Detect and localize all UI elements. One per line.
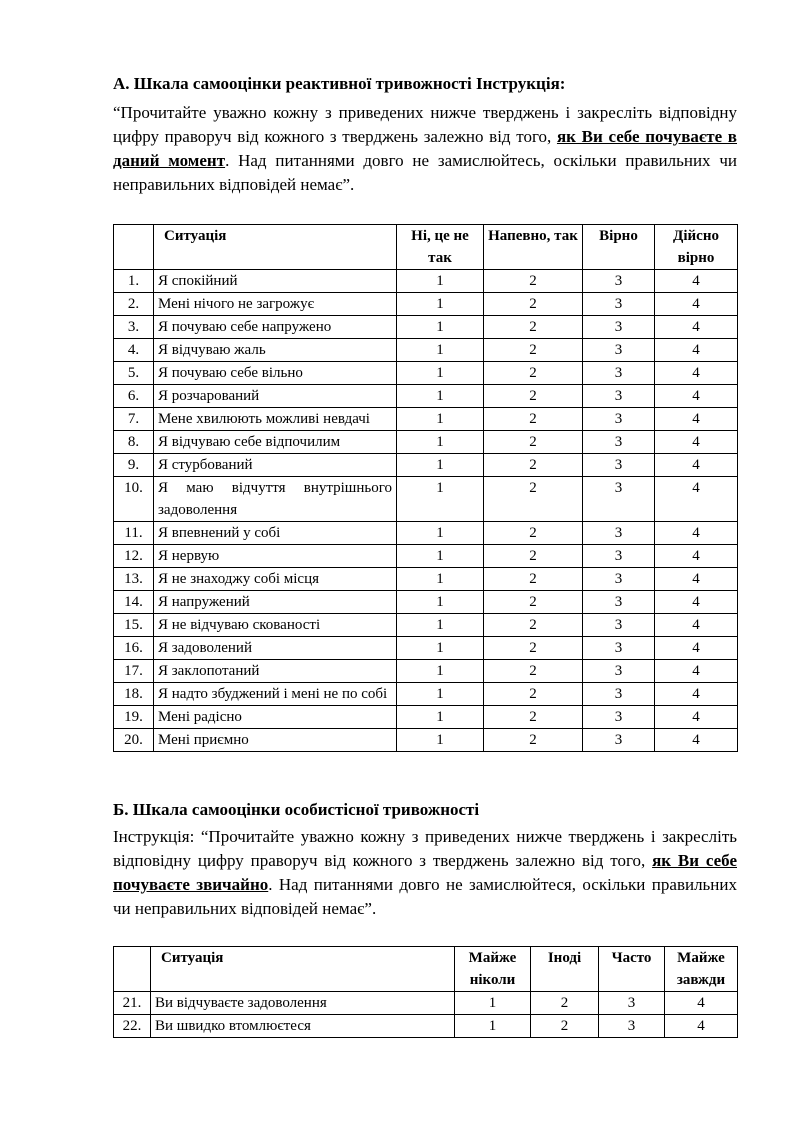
- section-a-instruction: [113, 101, 737, 197]
- table-row: [114, 591, 738, 614]
- row-number: 19.: [114, 706, 154, 729]
- table-row: [114, 637, 738, 660]
- section-b-heading: Б. Шкала самооцінки особистісної тривожності: [113, 800, 480, 819]
- row-number: 21.: [114, 992, 151, 1015]
- situation-text: Я спокійний: [154, 270, 397, 293]
- answer-value-2[interactable]: 2: [484, 683, 583, 706]
- answer-value-1[interactable]: 1: [397, 545, 484, 568]
- answer-value-1[interactable]: 1: [397, 683, 484, 706]
- section-a-heading: А. Шкала самооцінки реактивної тривожності Інструкція:: [113, 74, 566, 93]
- answer-value-2[interactable]: 2: [484, 385, 583, 408]
- row-number: 2.: [114, 293, 154, 316]
- row-number: 9.: [114, 454, 154, 477]
- answer-value-3[interactable]: 3: [583, 316, 655, 339]
- header-option-3: Часто: [599, 947, 665, 992]
- answer-value-1[interactable]: 1: [455, 1015, 531, 1038]
- answer-value-1[interactable]: 1: [397, 270, 484, 293]
- answer-value-2[interactable]: 2: [484, 706, 583, 729]
- answer-value-1[interactable]: 1: [397, 385, 484, 408]
- answer-value-1[interactable]: 1: [397, 522, 484, 545]
- answer-value-4[interactable]: 4: [655, 454, 738, 477]
- answer-value-2[interactable]: 2: [484, 614, 583, 637]
- situation-text: Я не знаходжу собі місця: [154, 568, 397, 591]
- row-number: 17.: [114, 660, 154, 683]
- answer-value-3[interactable]: 3: [599, 992, 665, 1015]
- row-number: 20.: [114, 729, 154, 752]
- table-row: [114, 293, 738, 316]
- answer-value-3[interactable]: 3: [583, 362, 655, 385]
- answer-value-4[interactable]: 4: [655, 545, 738, 568]
- answer-value-4[interactable]: 4: [655, 316, 738, 339]
- answer-value-3[interactable]: 3: [583, 522, 655, 545]
- instruction-text: . Над питаннями довго не замислюйтесь, оскільки правильних чи неправильних відповідей немає”.: [113, 151, 737, 194]
- table-row: [114, 316, 738, 339]
- situation-text: Я задоволений: [154, 637, 397, 660]
- answer-value-1[interactable]: 1: [397, 293, 484, 316]
- header-situation: Ситуація: [151, 947, 455, 992]
- answer-value-3[interactable]: 3: [583, 683, 655, 706]
- header-option-4: Майже завжди: [665, 947, 738, 992]
- header-number: [114, 947, 151, 992]
- answer-value-3[interactable]: 3: [583, 454, 655, 477]
- answer-value-1[interactable]: 1: [397, 477, 484, 522]
- answer-value-2[interactable]: 2: [484, 660, 583, 683]
- answer-value-4[interactable]: 4: [655, 729, 738, 752]
- table-header-row: [114, 947, 738, 992]
- answer-value-1[interactable]: 1: [397, 454, 484, 477]
- table-row: [114, 660, 738, 683]
- answer-value-4[interactable]: 4: [665, 992, 738, 1015]
- row-number: 6.: [114, 385, 154, 408]
- answer-value-4[interactable]: 4: [655, 614, 738, 637]
- answer-value-3[interactable]: 3: [583, 568, 655, 591]
- answer-value-3[interactable]: 3: [583, 385, 655, 408]
- situation-text: Мені радісно: [154, 706, 397, 729]
- table-row: [114, 729, 738, 752]
- answer-value-3[interactable]: 3: [583, 293, 655, 316]
- answer-value-2[interactable]: 2: [484, 270, 583, 293]
- answer-value-4[interactable]: 4: [655, 660, 738, 683]
- answer-value-4[interactable]: 4: [655, 385, 738, 408]
- answer-value-3[interactable]: 3: [583, 660, 655, 683]
- answer-value-4[interactable]: 4: [655, 431, 738, 454]
- answer-value-4[interactable]: 4: [655, 408, 738, 431]
- answer-value-2[interactable]: 2: [484, 477, 583, 522]
- answer-value-3[interactable]: 3: [599, 1015, 665, 1038]
- situation-text: Я розчарований: [154, 385, 397, 408]
- situation-text: Я почуваю себе вільно: [154, 362, 397, 385]
- answer-value-4[interactable]: 4: [655, 270, 738, 293]
- answer-value-4[interactable]: 4: [655, 362, 738, 385]
- answer-value-2[interactable]: 2: [484, 568, 583, 591]
- situation-text: Ви швидко втомлюєтеся: [151, 1015, 455, 1038]
- answer-value-1[interactable]: 1: [397, 614, 484, 637]
- answer-value-3[interactable]: 3: [583, 431, 655, 454]
- situation-text: Я надто збуджений і мені не по собі: [154, 683, 397, 706]
- answer-value-2[interactable]: 2: [484, 545, 583, 568]
- answer-value-2[interactable]: 2: [531, 1015, 599, 1038]
- answer-value-2[interactable]: 2: [484, 431, 583, 454]
- answer-value-4[interactable]: 4: [665, 1015, 738, 1038]
- answer-value-2[interactable]: 2: [531, 992, 599, 1015]
- answer-value-3[interactable]: 3: [583, 339, 655, 362]
- row-number: 4.: [114, 339, 154, 362]
- answer-value-2[interactable]: 2: [484, 591, 583, 614]
- row-number: 14.: [114, 591, 154, 614]
- table-row: [114, 477, 738, 522]
- answer-value-3[interactable]: 3: [583, 591, 655, 614]
- answer-value-1[interactable]: 1: [397, 408, 484, 431]
- header-option-3: Вірно: [583, 225, 655, 270]
- row-number: 15.: [114, 614, 154, 637]
- table-row: [114, 992, 738, 1015]
- header-option-4: Дійсно вірно: [655, 225, 738, 270]
- answer-value-2[interactable]: 2: [484, 637, 583, 660]
- header-number: [114, 225, 154, 270]
- answer-value-2[interactable]: 2: [484, 408, 583, 431]
- answer-value-4[interactable]: 4: [655, 477, 738, 522]
- row-number: 1.: [114, 270, 154, 293]
- row-number: 7.: [114, 408, 154, 431]
- table-row: [114, 1015, 738, 1038]
- answer-value-2[interactable]: 2: [484, 293, 583, 316]
- situation-text: Я стурбований: [154, 454, 397, 477]
- answer-value-2[interactable]: 2: [484, 316, 583, 339]
- table-row: [114, 454, 738, 477]
- row-number: 22.: [114, 1015, 151, 1038]
- table-row: [114, 522, 738, 545]
- instruction-text: Інструкція: “Прочитайте уважно кожну з приведених нижче тверджень і закресліть відповідну цифру праворуч від кожного з тверджень залежно від того,: [113, 827, 737, 870]
- header-option-2: Іноді: [531, 947, 599, 992]
- answer-value-1[interactable]: 1: [397, 568, 484, 591]
- table-row: [114, 270, 738, 293]
- row-number: 12.: [114, 545, 154, 568]
- table-row: [114, 362, 738, 385]
- header-situation: Ситуація: [154, 225, 397, 270]
- row-number: 18.: [114, 683, 154, 706]
- answer-value-1[interactable]: 1: [397, 431, 484, 454]
- answer-value-4[interactable]: 4: [655, 591, 738, 614]
- situation-text: Ви відчуваєте задоволення: [151, 992, 455, 1015]
- answer-value-2[interactable]: 2: [484, 729, 583, 752]
- situation-text: Мені нічого не загрожує: [154, 293, 397, 316]
- answer-value-3[interactable]: 3: [583, 637, 655, 660]
- answer-value-3[interactable]: 3: [583, 729, 655, 752]
- answer-value-4[interactable]: 4: [655, 683, 738, 706]
- row-number: 8.: [114, 431, 154, 454]
- section-a-table: [113, 224, 738, 752]
- table-row: [114, 431, 738, 454]
- table-header-row: [114, 225, 738, 270]
- situation-text: Мені приємно: [154, 729, 397, 752]
- table-row: [114, 545, 738, 568]
- situation-text: Я заклопотаний: [154, 660, 397, 683]
- table-row: [114, 706, 738, 729]
- row-number: 10.: [114, 477, 154, 522]
- situation-text: Я відчуваю жаль: [154, 339, 397, 362]
- answer-value-1[interactable]: 1: [397, 339, 484, 362]
- instruction-emphasis: як Ви себе почуваєте звичайно: [113, 851, 737, 894]
- row-number: 11.: [114, 522, 154, 545]
- table-row: [114, 385, 738, 408]
- answer-value-4[interactable]: 4: [655, 706, 738, 729]
- table-row: [114, 339, 738, 362]
- situation-text: Я не відчуваю скованості: [154, 614, 397, 637]
- section-b-instruction: [113, 825, 737, 921]
- row-number: 5.: [114, 362, 154, 385]
- situation-text: Я почуваю себе напружено: [154, 316, 397, 339]
- answer-value-2[interactable]: 2: [484, 339, 583, 362]
- answer-value-4[interactable]: 4: [655, 293, 738, 316]
- answer-value-2[interactable]: 2: [484, 454, 583, 477]
- answer-value-4[interactable]: 4: [655, 637, 738, 660]
- answer-value-2[interactable]: 2: [484, 522, 583, 545]
- answer-value-1[interactable]: 1: [397, 591, 484, 614]
- table-row: [114, 614, 738, 637]
- answer-value-2[interactable]: 2: [484, 362, 583, 385]
- situation-text: Я нервую: [154, 545, 397, 568]
- answer-value-1[interactable]: 1: [397, 362, 484, 385]
- situation-text: Я маю відчуття внутрішнього задоволення: [154, 477, 397, 522]
- answer-value-1[interactable]: 1: [397, 660, 484, 683]
- instruction-text: . Над питаннями довго не замислюйтеся, оскільки правильних чи неправильних відповідей немає”.: [113, 875, 737, 918]
- section-b-table: [113, 946, 738, 1038]
- header-option-1: Ні, це не так: [397, 225, 484, 270]
- answer-value-1[interactable]: 1: [455, 992, 531, 1015]
- answer-value-3[interactable]: 3: [583, 270, 655, 293]
- answer-value-1[interactable]: 1: [397, 316, 484, 339]
- answer-value-1[interactable]: 1: [397, 706, 484, 729]
- table-row: [114, 568, 738, 591]
- table-row: [114, 408, 738, 431]
- situation-text: Я впевнений у собі: [154, 522, 397, 545]
- row-number: 16.: [114, 637, 154, 660]
- situation-text: Я напружений: [154, 591, 397, 614]
- answer-value-3[interactable]: 3: [583, 614, 655, 637]
- answer-value-4[interactable]: 4: [655, 568, 738, 591]
- answer-value-3[interactable]: 3: [583, 706, 655, 729]
- situation-text: Мене хвилюють можливі невдачі: [154, 408, 397, 431]
- answer-value-4[interactable]: 4: [655, 522, 738, 545]
- header-option-2: Напевно, так: [484, 225, 583, 270]
- table-row: [114, 683, 738, 706]
- answer-value-1[interactable]: 1: [397, 637, 484, 660]
- situation-text: Я відчуваю себе відпочилим: [154, 431, 397, 454]
- answer-value-1[interactable]: 1: [397, 729, 484, 752]
- answer-value-3[interactable]: 3: [583, 408, 655, 431]
- answer-value-4[interactable]: 4: [655, 339, 738, 362]
- answer-value-3[interactable]: 3: [583, 545, 655, 568]
- header-option-1: Майже ніколи: [455, 947, 531, 992]
- row-number: 13.: [114, 568, 154, 591]
- instruction-text: “Прочитайте уважно кожну з приведених нижче тверджень і закресліть відповідну цифру праворуч від кожного з тверджень залежно від того,: [113, 103, 737, 146]
- instruction-emphasis: як Ви себе почуваєте в даний момент: [113, 127, 737, 170]
- row-number: 3.: [114, 316, 154, 339]
- answer-value-3[interactable]: 3: [583, 477, 655, 522]
